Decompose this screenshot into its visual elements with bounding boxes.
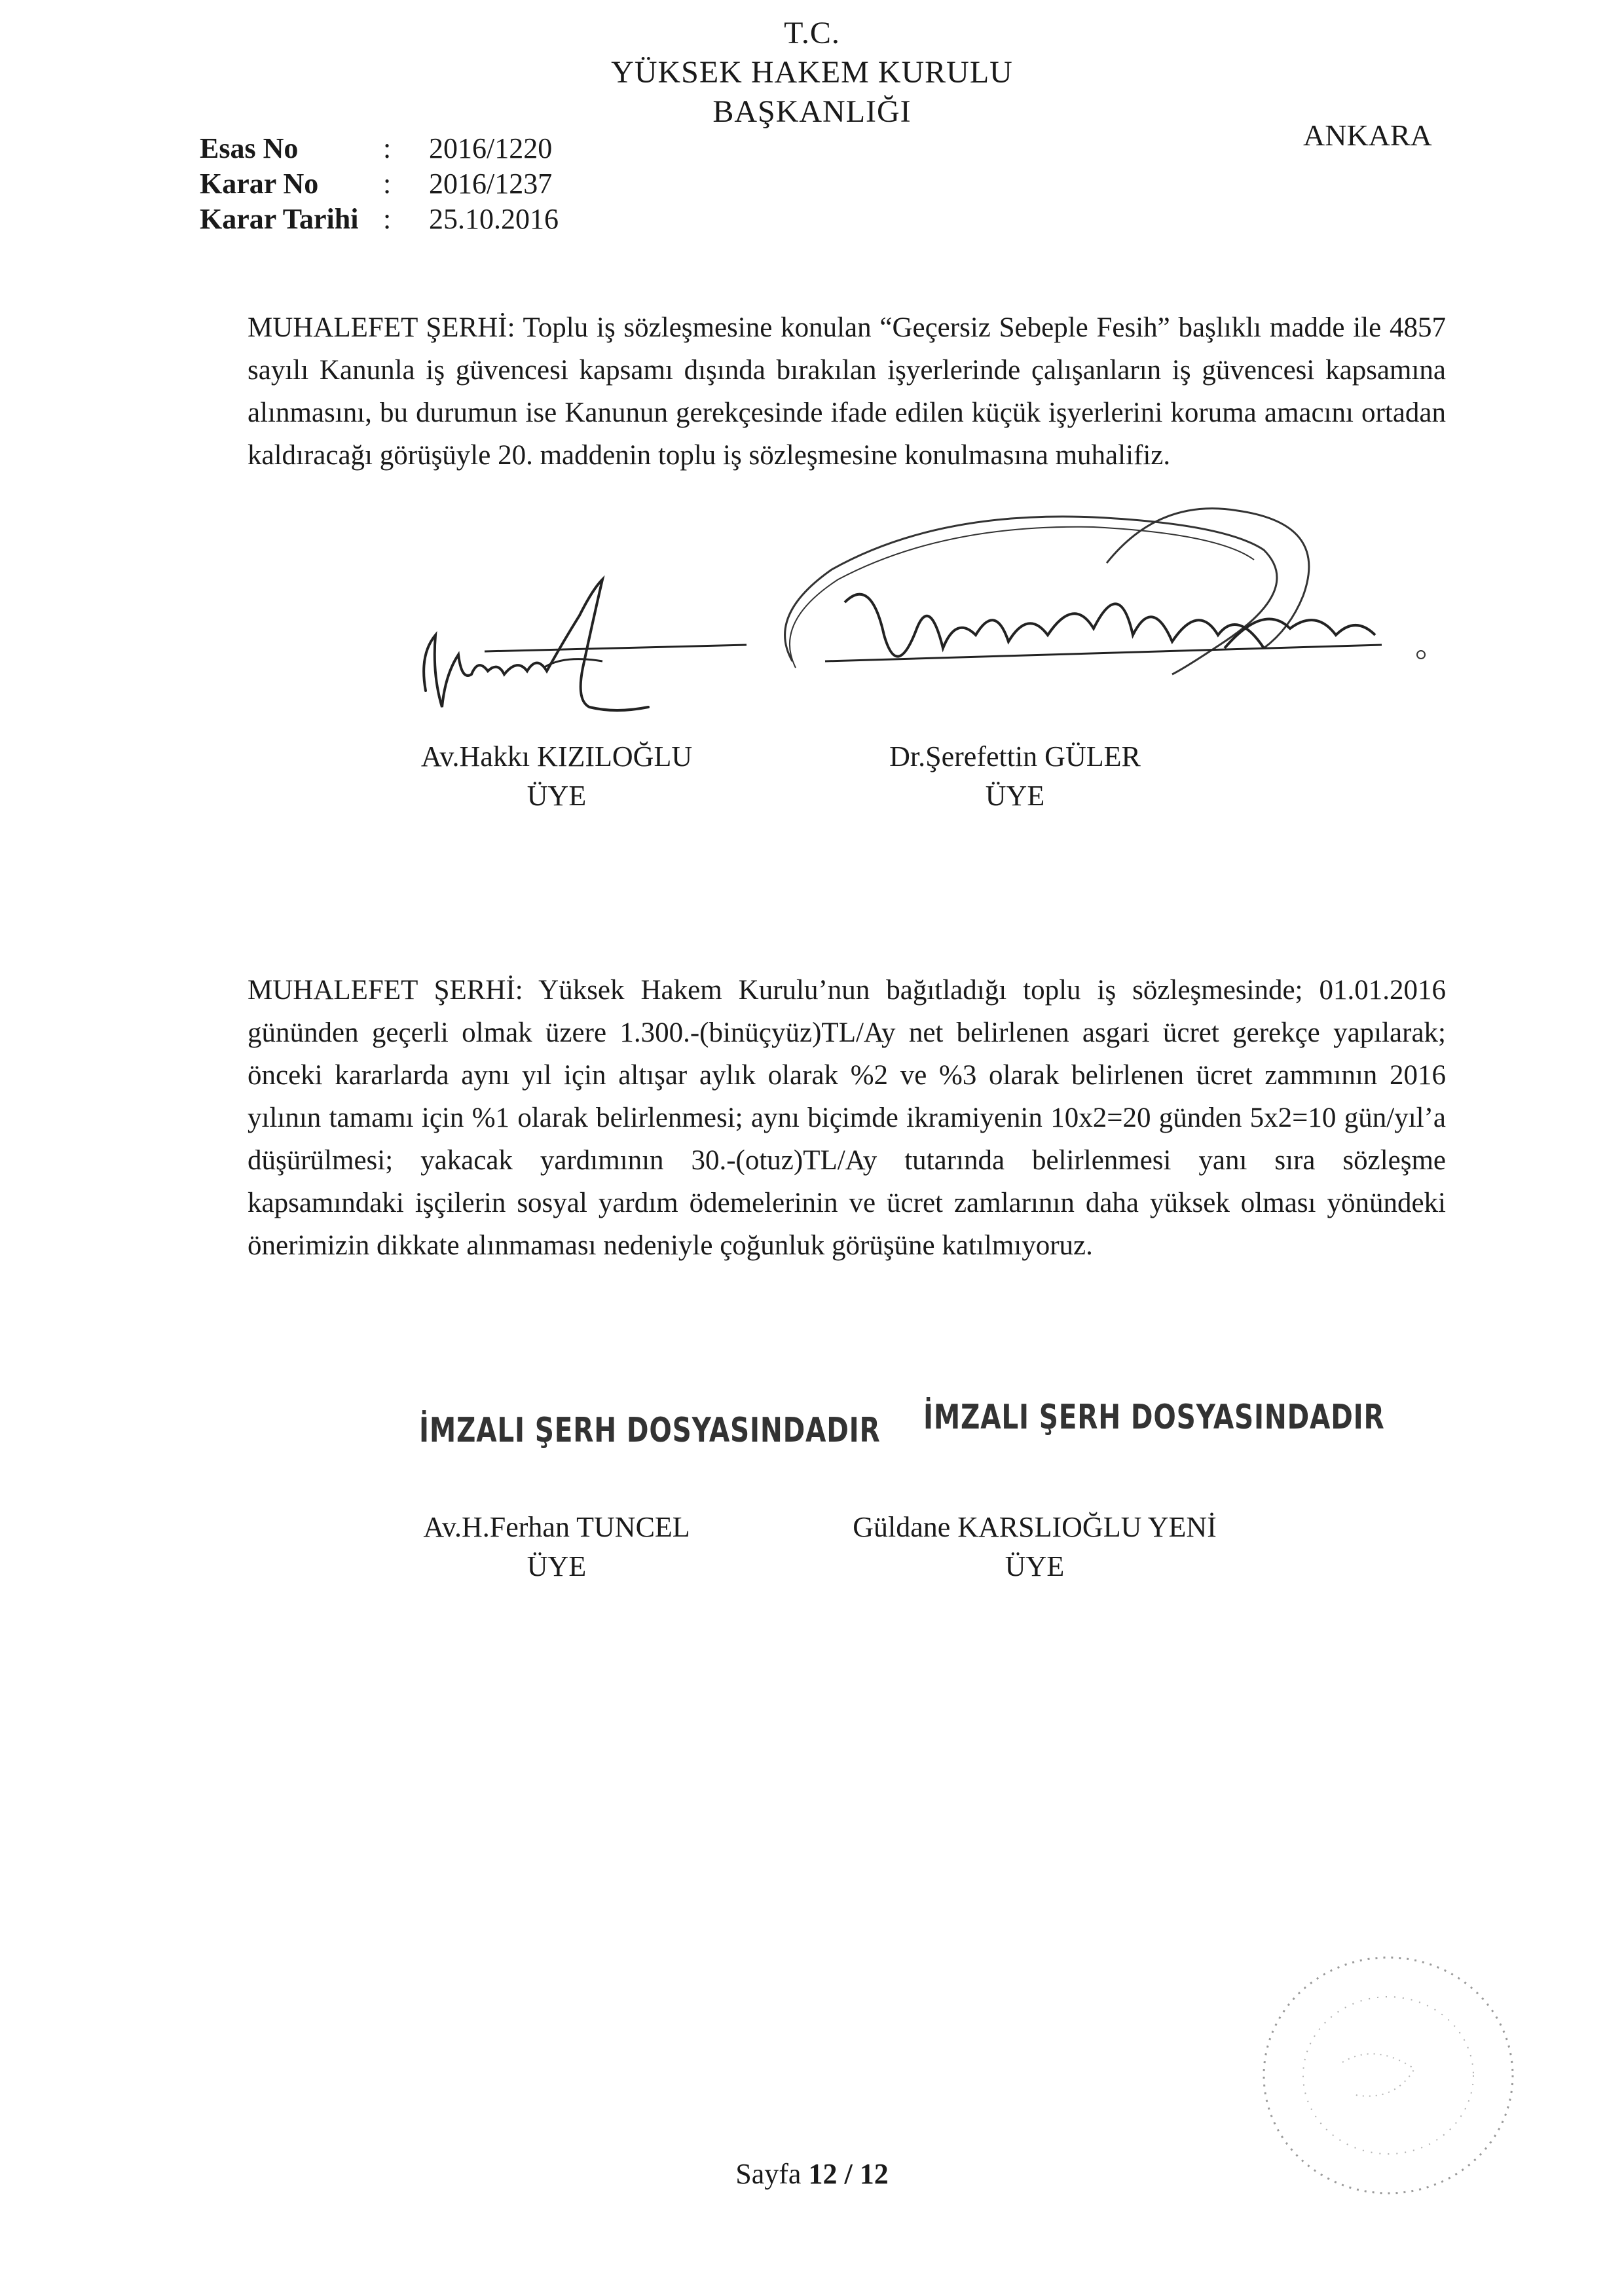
header-city: ANKARA <box>1303 118 1432 152</box>
page-count: 12 / 12 <box>808 2158 889 2190</box>
meta-karar-tarihi <box>200 202 559 237</box>
meta-karar-no <box>200 166 552 202</box>
page-prefix: Sayfa <box>735 2158 809 2190</box>
meta-label: Karar No <box>200 168 319 200</box>
meta-label: Karar Tarihi <box>200 203 359 235</box>
signer-name: Güldane KARSLIOĞLU YENİ <box>853 1511 1217 1543</box>
signer-name: Av.H.Ferhan TUNCEL <box>423 1511 690 1543</box>
header-tc: T.C. <box>784 16 840 50</box>
signature-guler <box>766 498 1434 746</box>
meta-label: Esas No <box>200 132 299 164</box>
meta-value: 25.10.2016 <box>429 203 559 235</box>
meta-colon: : <box>383 132 392 164</box>
signer-role: ÜYE <box>526 1550 587 1582</box>
page-number <box>0 2157 1624 2191</box>
signer-name: Dr.Şerefettin GÜLER <box>889 740 1141 773</box>
signer-role: ÜYE <box>1005 1550 1065 1582</box>
meta-value: 2016/1220 <box>429 132 553 164</box>
signer-name: Av.Hakkı KIZILOĞLU <box>420 740 693 773</box>
signature-kiziloglu <box>406 576 747 727</box>
meta-value: 2016/1237 <box>429 168 553 200</box>
signer-role: ÜYE <box>526 780 587 812</box>
header-presidency: BAŞKANLIĞI <box>712 94 912 129</box>
signed-dissent-stamp: İMZALI ŞERH DOSYASINDADIR <box>923 1398 1385 1437</box>
header-institution: YÜKSEK HAKEM KURULU <box>611 55 1013 90</box>
dissent-paragraph-2: MUHALEFET ŞERHİ: Yüksek Hakem Kurulu’nun bağıtladığı toplu iş sözleşmesinde; 01.01.2016 gününden geçerli olmak üzere 1.300.-(binüçyüz)TL/Ay net belirlenen asgari ücret gerekçe yapılarak; önceki kararlarda aynı yıl için altışar aylık olarak %2 ve %3 olarak belirlenen ücret zammının 2016 yılının tamamı için %1 olarak belirlenmesi; aynı biçimde ikramiyenin 10x2=20 günden 5x2=10 gün/yıl’a düşürülmesi; yakacak yardımının 30.-(otuz)TL/Ay tutarında belirlenmesi yanı sıra sözleşme kapsamındaki işçilerin sosyal yardım ödemelerinin ve ücret zamlarının daha yüksek olması yönündeki önerimizin dikkate alınmaması nedeniyle çoğunluk görüşüne katılmıyoruz. <box>248 975 1446 1261</box>
meta-colon: : <box>383 203 392 235</box>
dissent-paragraph-1: MUHALEFET ŞERHİ: Toplu iş sözleşmesine konulan “Geçersiz Sebeple Fesih” başlıklı madde ile 4857 sayılı Kanunla iş güvencesi kapsamı dışında bırakılan işyerlerinde çalışanların iş güvencesi kapsamına alınmasını, bu durumun ise Kanunun gerekçesinde ifade edilen küçük işyerlerini koruma amacını ortadan kaldıracağı görüşüyle 20. maddenin toplu iş sözleşmesine konulmasına muhalifiz. <box>248 312 1446 471</box>
signed-dissent-stamp: İMZALI ŞERH DOSYASINDADIR <box>419 1411 881 1450</box>
signer-role: ÜYE <box>985 780 1045 812</box>
meta-colon: : <box>383 168 392 200</box>
meta-esas-no <box>200 131 552 166</box>
